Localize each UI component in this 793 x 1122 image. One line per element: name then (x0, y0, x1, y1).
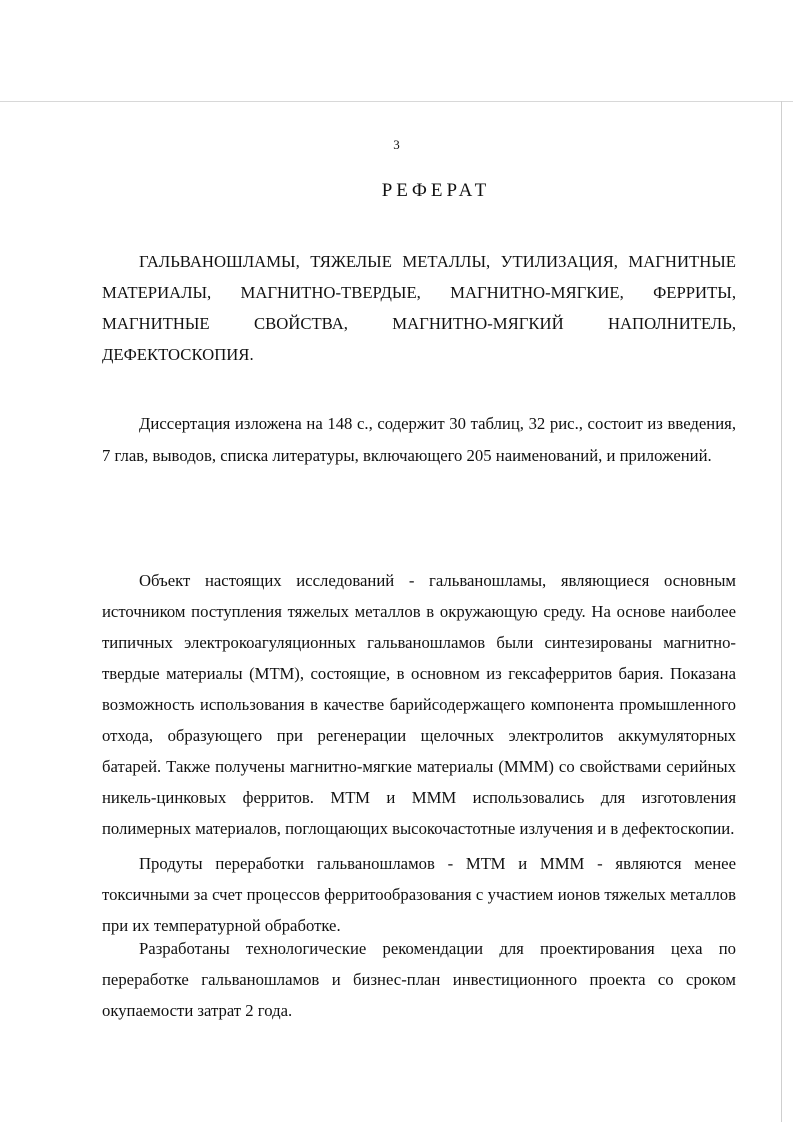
abstract-paragraph-products: Продуты переработки гальваношламов - МТМ и МММ - являются менее токсичными за счет процессов ферритообразования с участием ионов тяжелых металлов при их температурной обработке. (102, 854, 736, 935)
abstract-paragraph-recommendations: Разработаны технологические рекомендации для проектирования цеха по переработке гальваношламов и бизнес-план инвестиционного проекта со сроком окупаемости затрат 2 года. (102, 939, 736, 1020)
summary-paragraph: Диссертация изложена на 148 с., содержит 30 таблиц, 32 рис., состоит из введения, 7 глав, выводов, списка литературы, включающего 205 наименований, и приложений. (102, 414, 736, 465)
scan-edge-top (0, 101, 793, 102)
keywords-paragraph: ГАЛЬВАНОШЛАМЫ, ТЯЖЕЛЫЕ МЕТАЛЛЫ, УТИЛИЗАЦИЯ, МАГНИТНЫЕ МАТЕРИАЛЫ, МАГНИТНО-ТВЕРДЫЕ, МАГНИТНО-МЯГКИЕ, ФЕРРИТЫ, МАГНИТНЫЕ СВОЙСТВА, МАГНИТНО-МЯГКИЙ НАПОЛНИТЕЛЬ, ДЕФЕКТОСКОПИЯ. (102, 252, 736, 364)
page-number: 3 (393, 137, 400, 152)
page-title: РЕФЕРАТ (381, 180, 491, 201)
scan-edge-right (781, 101, 782, 1122)
abstract-paragraph-object: Объект настоящих исследований - гальваношламы, являющиеся основным источником поступления тяжелых металлов в окружающую среду. На основе наиболее типичных электрокоагуляционных гальваношламов были синтезированы магнитно-твердые материалы (МТМ), состоящие, в основном из гексаферритов бария. Показана возможность использования в качестве барийсодержащего компонента промышленного отхода, образующего при регенерации щелочных электролитов аккумуляторных батарей. Также получены магнитно-мягкие материалы (МММ) со свойствами серийных никель-цинковых ферритов. МТМ и МММ использовались для изготовления полимерных материалов, поглощающих высокочастотные излучения и в дефектоскопии. (102, 571, 736, 838)
